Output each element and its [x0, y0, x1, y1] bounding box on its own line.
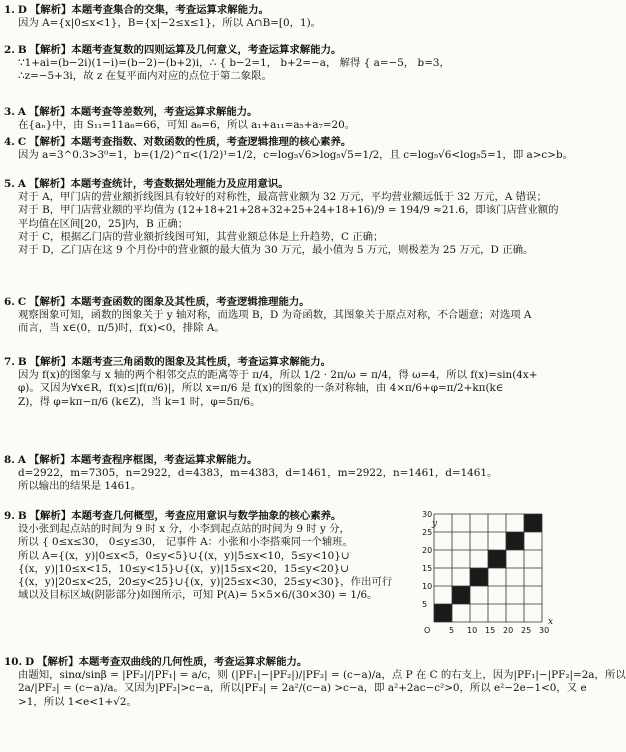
analysis-heading: 【解析】本题考查函数的图象及其性质，考查逻辑推理能力。 — [29, 296, 310, 308]
x-tick-label: O — [424, 626, 431, 635]
x-tick-label: 15 — [485, 626, 496, 635]
shaded-cell — [524, 514, 542, 532]
solution-line: Z)，得 φ=kπ−π/6 (k∈Z)，当 k=1 时，φ=5π/6。 — [18, 395, 261, 408]
solution-line: 因为 A={x|0≤x<1}，B={x|−2≤x≤1}，所以 A∩B=[0，1)。 — [18, 17, 322, 30]
solution-line: >1，所以 1<e<1+√2。 — [18, 695, 137, 708]
y-tick-label: 20 — [422, 546, 433, 555]
answer-letter: A — [17, 454, 26, 466]
solution-line: 所以 { 0≤x≤30， 0≤y≤30， 记事件 A：小张和小李搭乘同一个辅班。 — [18, 536, 354, 549]
answer-letter: A — [17, 178, 26, 190]
y-tick-label: 5 — [422, 600, 428, 609]
question-4 — [4, 136, 573, 162]
analysis-heading: 【解析】本题考查集合的交集，考查运算求解能力。 — [29, 4, 269, 16]
question-number: 3. — [4, 106, 15, 118]
grid-svg — [418, 510, 554, 636]
solution-line: 对于 A，甲门店的营业额折线图具有较好的对称性，最高营业额为 32 万元，平均营业额远低于 32 万元，A 错误； — [18, 191, 547, 204]
answer-letter: D — [17, 4, 27, 16]
y-axis-label: y — [432, 519, 438, 529]
question-heading — [4, 136, 550, 149]
question-heading — [4, 178, 550, 191]
answer-letter: C — [17, 296, 27, 308]
y-tick-label: 30 — [422, 510, 433, 519]
question-1 — [4, 4, 550, 30]
question-number: 9. — [4, 510, 15, 522]
shaded-cell — [434, 604, 452, 622]
shaded-cell — [488, 550, 506, 568]
question-number: 1. — [4, 4, 15, 16]
solution-line: 所以 A={(x，y)|0≤x<5，0≤y<5}∪{(x，y)|5≤x<10，5≤y<10}∪ — [18, 549, 350, 562]
question-heading — [4, 44, 550, 57]
question-5 — [4, 178, 559, 257]
answer-letter: B — [17, 356, 27, 368]
shaded-cell — [470, 568, 488, 586]
solution-line: 由题知，sinα/sinβ = |PF₂|/|PF₁| = a/c，则 (|PF₁|−|PF₂|)/|PF₂| = (c−a)/a，点 P 在 C 的右支上，因为|PF₁|−|PF₂|=2a，所以 — [18, 669, 626, 682]
x-tick-label: 25 — [521, 626, 532, 635]
question-number: 8. — [4, 454, 15, 466]
analysis-heading: 【解析】本题考查等差数列，考查运算求解能力。 — [28, 106, 258, 118]
solution-line: {(x，y)|10≤x<15，10≤y<15}∪{(x，y)|15≤x<20，15≤y<20}∪ — [18, 562, 349, 575]
question-number: 5. — [4, 178, 15, 190]
solution-line: 因为 f(x)的图象与 x 轴的两个相邻交点的距离等于 π/4，所以 1/2 · 2π/ω = π/4，得 ω=4，所以 f(x)=sin(4x+ — [18, 369, 538, 382]
solution-line: 因为 a=3^0.3>3⁰=1，b=(1/2)^π<(1/2)¹=1/2，c=log₅√6>log₅√5=1/2，且 c=log₅√6<log₅5=1，即 a>c>b。 — [18, 149, 573, 162]
question-heading — [4, 356, 550, 369]
solution-line: 而言，当 x∈(0，π/5)时，f(x)<0，排除 A。 — [18, 322, 225, 335]
solution-line: 在{aₙ}中，由 S₁₁=11a₆=66，可知 a₆=6，所以 a₁+a₁₁=a₅+a₇=20。 — [18, 119, 356, 132]
answer-letter: B — [17, 510, 27, 522]
analysis-heading: 【解析】本题考查复数的四则运算及几何意义，考查运算求解能力。 — [29, 44, 342, 56]
question-3 — [4, 106, 550, 132]
x-tick-label: 30 — [539, 626, 550, 635]
question-heading — [4, 106, 550, 119]
question-heading — [4, 4, 550, 17]
x-tick-label: 20 — [503, 626, 514, 635]
x-tick-label: 5 — [449, 626, 455, 635]
solution-line: d=2922，m=7305，n=2922，d=4383，m=4383，d=1461，m=2922，n=1461，d=1461。 — [18, 467, 498, 480]
question-8 — [4, 454, 550, 494]
shaded-cell — [506, 532, 524, 550]
analysis-heading: 【解析】本题考查统计，考查数据处理能力及应用意识。 — [28, 178, 289, 190]
question-2 — [4, 44, 550, 84]
question-number: 6. — [4, 296, 15, 308]
question-heading — [4, 454, 550, 467]
analysis-heading: 【解析】本题考查几何概型，考查应用意识与数学抽象的核心素养。 — [29, 510, 342, 522]
question-heading — [4, 656, 550, 669]
solution-line: 平均值在区间[20，25]内，B 正确； — [18, 217, 189, 230]
solution-line: 对于 D，乙门店在这 9 个月份中的营业额的最大值为 30 万元，最小值为 5 万元，则极差为 25 万元，D 正确。 — [18, 244, 534, 257]
answer-letter: B — [17, 44, 27, 56]
question-10 — [4, 656, 626, 709]
solution-line: {(x，y)|20≤x<25，20≤y<25}∪{(x，y)|25≤x<30，25≤y<30}，作出可行 — [18, 576, 393, 589]
y-tick-label: 25 — [422, 528, 433, 537]
question-number: 2. — [4, 44, 15, 56]
question-number: 10. — [4, 656, 23, 668]
analysis-heading: 【解析】本题考查指数、对数函数的性质，考查逻辑推理的核心素养。 — [29, 136, 352, 148]
solution-line: ∴z=−5+3i，故 z 在复平面内对应的点位于第二象限。 — [18, 70, 272, 83]
solution-line: 观察图象可知，函数的图象关于 y 轴对称，而选项 B，D 为奇函数，其图象关于原点对称，不合题意；对选项 A — [18, 309, 532, 322]
analysis-heading: 【解析】本题考查程序框图，考查运算求解能力。 — [28, 454, 258, 466]
solution-line: φ)。又因为∀x∈R，f(x)≤|f(π/6)|，所以 x=π/6 是 f(x)的图象的一条对称轴，由 4×π/6+φ=π/2+kπ(k∈ — [18, 382, 504, 395]
question-number: 7. — [4, 356, 15, 368]
answer-letter: D — [25, 656, 35, 668]
analysis-heading: 【解析】本题考查三角函数的图象及其性质，考查运算求解能力。 — [29, 356, 331, 368]
answer-letter: C — [17, 136, 27, 148]
x-tick-label: 10 — [467, 626, 478, 635]
solution-line: 对于 C，根据乙门店的营业额折线图可知，其营业额总体是上升趋势，C 正确； — [18, 230, 384, 243]
solution-line: 2a/|PF₂| = (c−a)/a。又因为|PF₂|>c−a，所以|PF₂| = 2a²/(c−a) >c−a，即 a²+2ac−c²>0，所以 e²−2e−1<0，又 e — [18, 682, 587, 695]
question-number: 4. — [4, 136, 15, 148]
y-tick-label: 15 — [422, 564, 433, 573]
y-tick-label: 10 — [422, 582, 433, 591]
question-heading — [4, 296, 550, 309]
solution-line: 所以输出的结果是 1461。 — [18, 480, 142, 493]
analysis-heading: 【解析】本题考查双曲线的几何性质，考查运算求解能力。 — [37, 656, 308, 668]
question-6 — [4, 296, 550, 336]
shaded-cell — [452, 586, 470, 604]
solution-line: 设小张到起点站的时间为 9 时 x 分，小李到起点站的时间为 9 时 y 分， — [18, 523, 350, 536]
answer-letter: A — [17, 106, 26, 118]
x-axis-label: x — [548, 617, 554, 627]
solution-line: 域以及目标区域(阴影部分)如图所示，可知 P(A)= 5×5×6/(30×30) = 1/6。 — [18, 589, 378, 602]
solution-line: 对于 B，甲门店营业额的平均值为 (12+18+21+28+32+25+24+18+16)/9 = 194/9 ≈21.6，即该门店营业额的 — [18, 204, 559, 217]
probability-grid-figure — [418, 510, 554, 636]
solution-line: ∵1+ai=(b−2i)(1−i)=(b−2)−(b+2)i，∴ { b−2=1， b+2=−a， 解得 { a=−5， b=3， — [18, 57, 450, 70]
question-7 — [4, 356, 550, 409]
